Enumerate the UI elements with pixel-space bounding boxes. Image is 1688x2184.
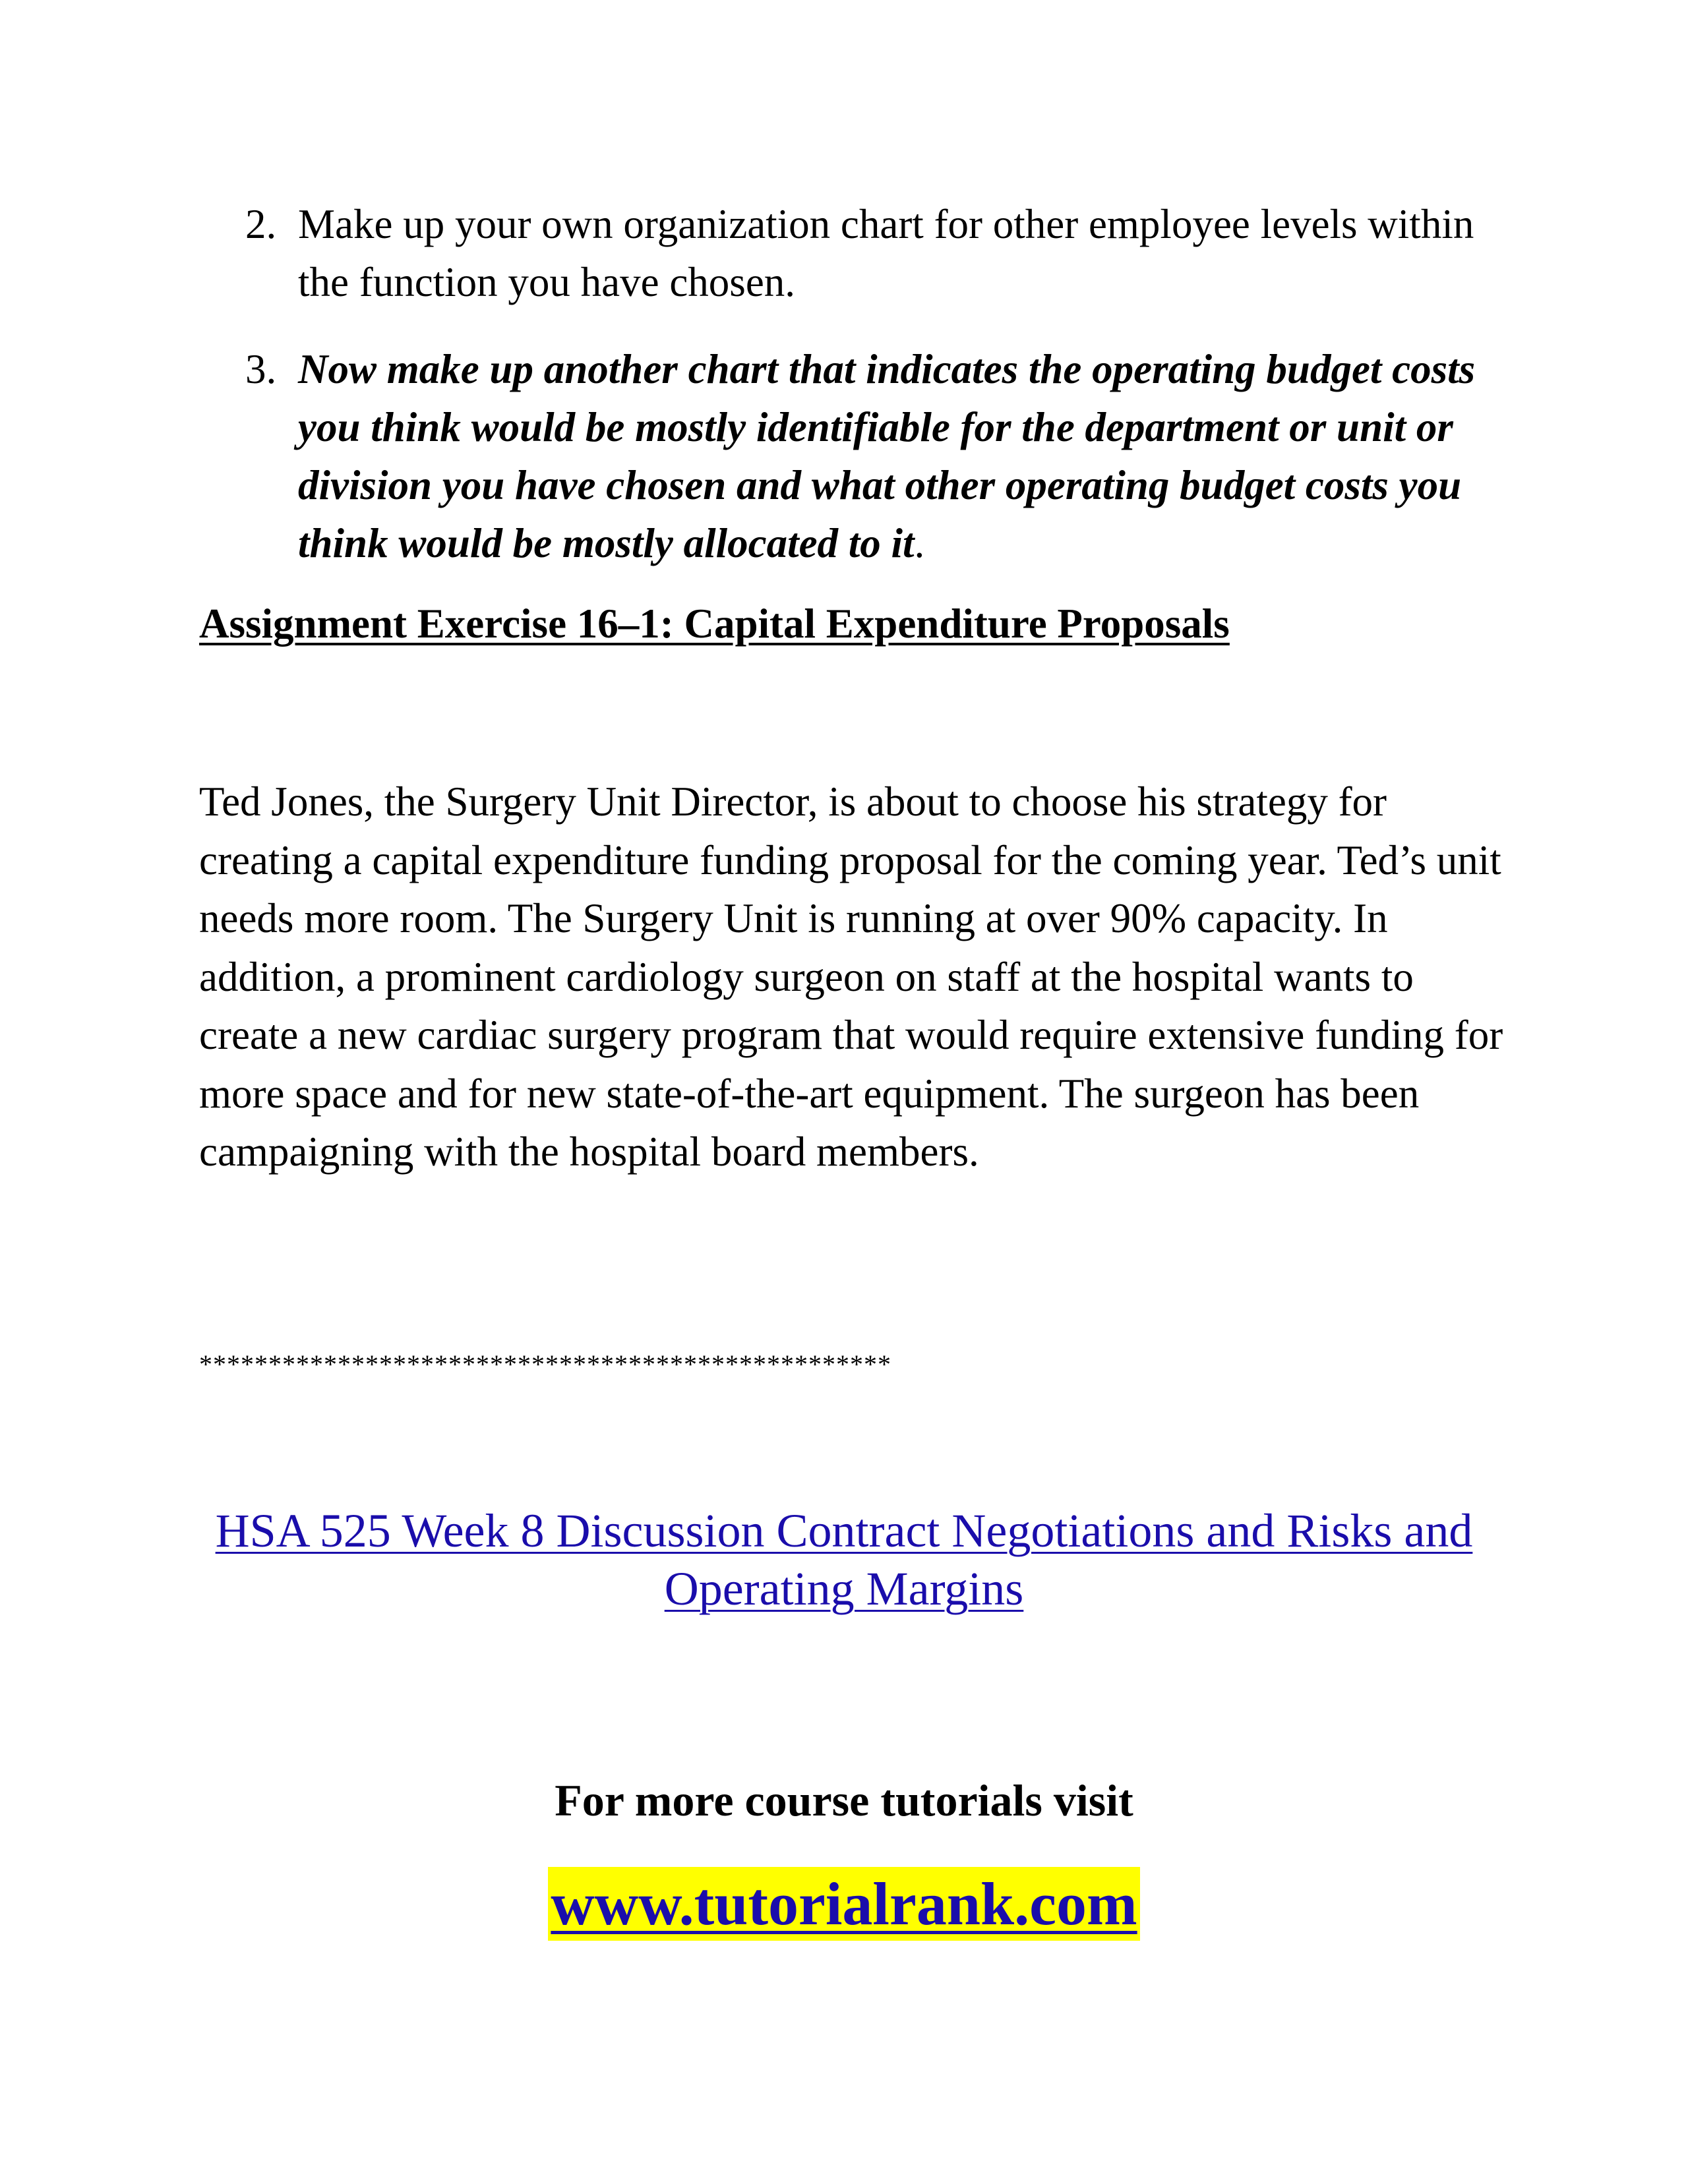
list-item-text: Make up your own organization chart for other employee levels within the function you have chosen. — [298, 201, 1474, 305]
tutorials-call-to-action: For more course tutorials visit — [555, 1775, 1133, 1825]
body-paragraph: Ted Jones, the Surgery Unit Director, is about to choose his strategy for creating a capital expenditure funding proposal for the coming year. Ted’s unit needs more room. The Surgery Unit is running at over 90% capacity. In addition, a prominent cardiology surgeon on staff at the hospital wants to create a new cardiac surgery program that would require extensive funding for more space and for new state-of-the-art equipment. The surgeon has been campaigning with the hospital board members. — [199, 779, 1503, 1175]
site-link-wrapper — [185, 1867, 1503, 1941]
course-link[interactable]: HSA 525 Week 8 Discussion Contract Negotiations and Risks and Operating Margins — [215, 1504, 1473, 1615]
website-link[interactable]: www.tutorialrank.com — [548, 1867, 1139, 1941]
list-number: 2. — [245, 201, 277, 247]
list-item — [245, 340, 1498, 572]
list-item-text: Now make up another chart that indicates the operating budget costs you think would be mostly identifiable for the department or unit or division you have chosen and what other operating budget costs you think would be mostly allocated to it — [298, 346, 1476, 566]
list-number: 3. — [245, 346, 277, 392]
list-item-period: . — [914, 520, 925, 566]
numbered-list — [245, 195, 1498, 572]
list-item — [245, 195, 1498, 311]
assignment-heading: Assignment Exercise 16–1: Capital Expenditure Proposals — [199, 601, 1230, 647]
asterisk-separator: ************************************************** — [199, 1349, 891, 1379]
